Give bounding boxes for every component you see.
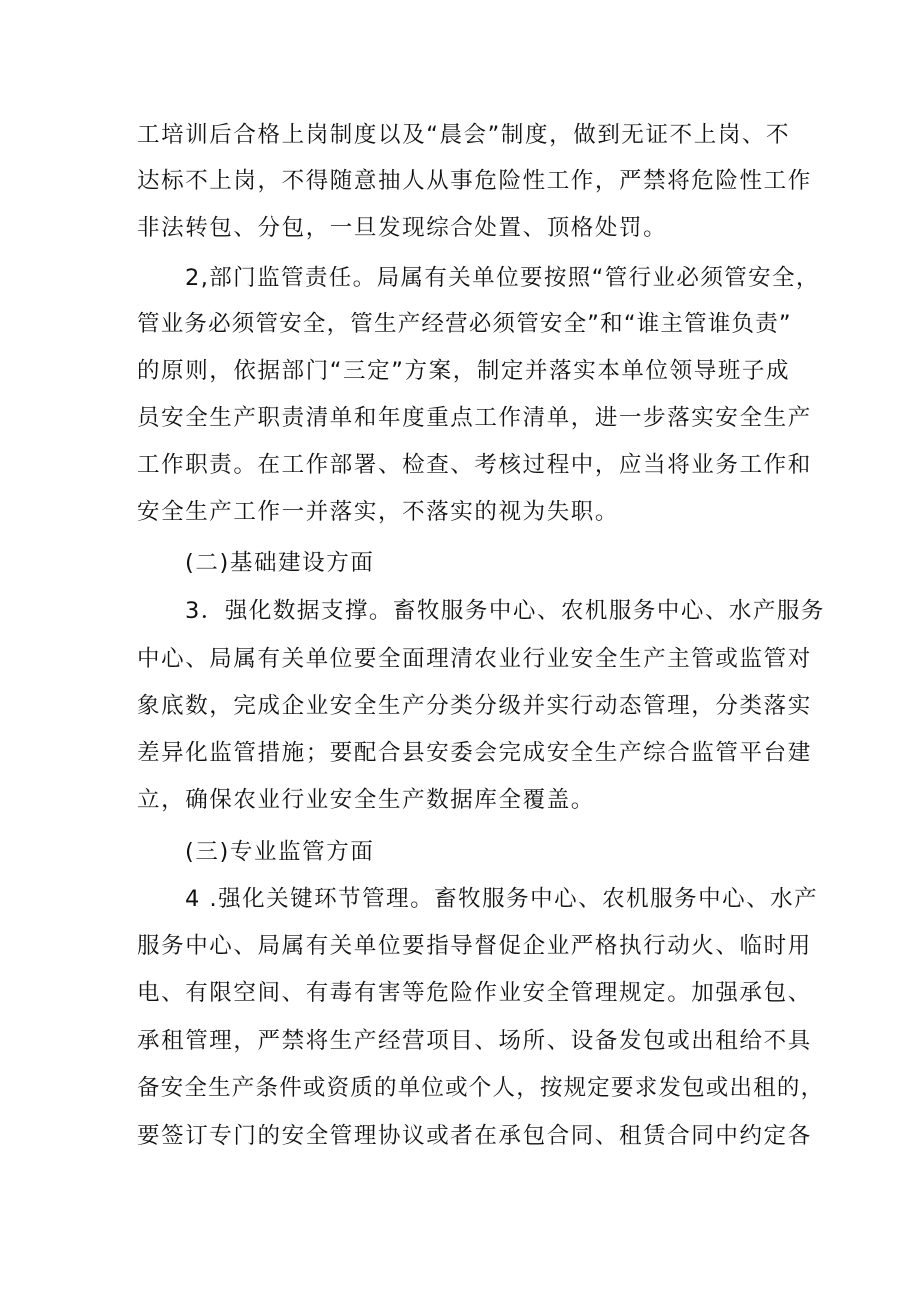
body-line: 象底数，完成企业安全生产分类分级并实行动态管理，分类落实 — [137, 693, 812, 719]
body-line: 承租管理，严禁将生产经营项目、场所、设备发包或出租给不具 — [137, 1028, 812, 1054]
body-line: 安全生产工作一并落实，不落实的视为失职。 — [137, 499, 620, 525]
paragraph-heading-2: 2,部门监管责任。局属有关单位要按照“管行业必须管安全， — [185, 265, 820, 291]
paragraph-heading-4: 4 .强化关键环节管理。畜牧服务中心、农机服务中心、水产 — [185, 886, 819, 912]
body-line: 工作职责。在工作部署、检查、考核过程中，应当将业务工作和 — [137, 452, 812, 478]
section-heading-2: (二)基础建设方面 — [185, 550, 375, 576]
body-line: 中心、局属有关单位要全面理清农业行业安全生产主管或监管对 — [137, 646, 812, 672]
body-line: 服务中心、局属有关单位要指导督促企业严格执行动火、临时用 — [137, 933, 812, 959]
body-line: 立，确保农业行业安全生产数据库全覆盖。 — [137, 787, 595, 813]
body-line: 备安全生产条件或资质的单位或个人，按规定要求发包或出租的， — [137, 1075, 825, 1101]
body-line: 员安全生产职责清单和年度重点工作清单，进一步落实安全生产 — [137, 405, 812, 431]
body-line: 的原则，依据部门“三定”方案，制定并落实本单位领导班子成 — [137, 358, 791, 384]
section-heading-3: (三)专业监管方面 — [185, 839, 375, 865]
body-line: 达标不上岗，不得随意抽人从事危险性工作，严禁将危险性工作 — [137, 168, 812, 194]
body-line: 电、有限空间、有毒有害等危险作业安全管理规定。加强承包、 — [137, 980, 812, 1006]
body-line: 差异化监管措施；要配合县安委会完成安全生产综合监管平台建 — [137, 740, 812, 766]
body-line: 工培训后合格上岗制度以及“晨会”制度，做到无证不上岗、不 — [137, 122, 791, 148]
body-line: 非法转包、分包，一旦发现综合处置、顶格处罚。 — [137, 215, 668, 241]
body-line: 管业务必须管安全，管生产经营必须管安全”和“谁主管谁负责” — [137, 311, 792, 337]
paragraph-heading-3: 3．强化数据支撑。畜牧服务中心、农机服务中心、水产服务 — [185, 598, 825, 624]
body-line: 要签订专门的安全管理协议或者在承包合同、租赁合同中约定各 — [137, 1123, 812, 1149]
